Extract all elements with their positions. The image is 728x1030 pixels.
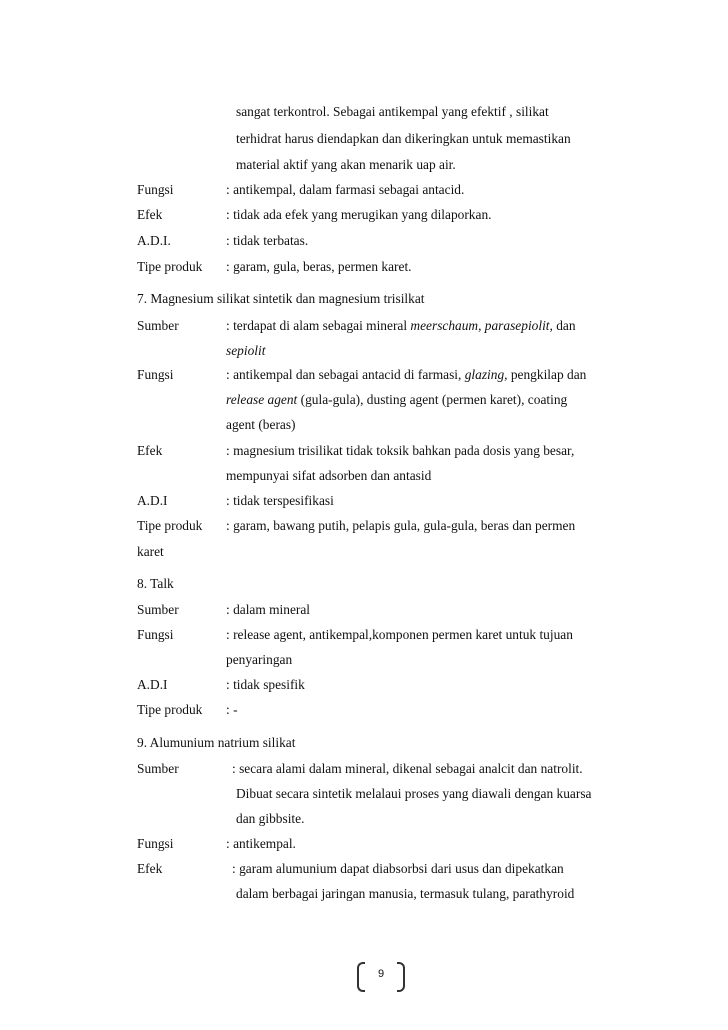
s8-sumber-value: : dalam mineral	[226, 602, 311, 617]
s7-efek-line-1: : magnesium trisilikat tidak toksik bahkan pada dosis yang besar,	[226, 443, 575, 458]
page-number: 9	[377, 968, 385, 980]
s7-tipe-line-1: : garam, bawang putih, pelapis gula, gula-gula, beras dan permen	[226, 518, 576, 533]
s8-tipe-value: : -	[226, 702, 238, 717]
s9-efek-line-1: : garam alumunium dapat diabsorbsi dari usus dan dipekatkan	[232, 861, 564, 876]
s8-tipe-label: Tipe produk	[137, 702, 203, 717]
s7-sumber-line-2: sepiolit	[226, 343, 266, 358]
s8-fungsi-label: Fungsi	[137, 627, 174, 642]
s7-heading: 7. Magnesium silikat sintetik dan magnesium trisilkat	[137, 291, 425, 306]
s7-adi-value: : tidak terspesifikasi	[226, 493, 334, 508]
s6-adi-label: A.D.I.	[137, 233, 171, 248]
s9-fungsi-label: Fungsi	[137, 836, 174, 851]
s9-efek-label: Efek	[137, 861, 163, 876]
s7-fungsi-line-3: agent (beras)	[226, 417, 296, 432]
continuation-line-3: material aktif yang akan menarik uap air.	[236, 157, 456, 172]
right-bracket-icon	[397, 962, 405, 992]
s7-sumber-label: Sumber	[137, 318, 179, 333]
s6-fungsi-value: : antikempal, dalam farmasi sebagai antacid.	[226, 182, 465, 197]
s6-efek-label: Efek	[137, 207, 163, 222]
s8-adi-label: A.D.I	[137, 677, 168, 692]
s7-adi-label: A.D.I	[137, 493, 168, 508]
s8-fungsi-line-2: penyaringan	[226, 652, 293, 667]
page-number-footer	[357, 962, 405, 990]
s9-sumber-line-1: : secara alami dalam mineral, dikenal sebagai analcit dan natrolit.	[232, 761, 583, 776]
s9-fungsi-value: : antikempal.	[226, 836, 296, 851]
s6-adi-value: : tidak terbatas.	[226, 233, 309, 248]
s8-heading: 8. Talk	[137, 576, 174, 591]
s7-efek-line-2: mempunyai sifat adsorben dan antasid	[226, 468, 432, 483]
s6-tipe-value: : garam, gula, beras, permen karet.	[226, 259, 412, 274]
s9-sumber-line-2: Dibuat secara sintetik melalaui proses yang diawali dengan kuarsa	[236, 786, 592, 801]
s9-efek-line-2: dalam berbagai jaringan manusia, termasuk tulang, parathyroid	[236, 886, 575, 901]
s8-adi-value: : tidak spesifik	[226, 677, 305, 692]
continuation-line-2: terhidrat harus diendapkan dan dikeringkan untuk memastikan	[236, 131, 571, 146]
s7-efek-label: Efek	[137, 443, 163, 458]
s8-fungsi-line-1: : release agent, antikempal,komponen permen karet untuk tujuan	[226, 627, 573, 642]
s7-tipe-label: Tipe produk	[137, 518, 203, 533]
continuation-line-1: sangat terkontrol. Sebagai antikempal yang efektif , silikat	[236, 104, 549, 119]
s9-sumber-line-3: dan gibbsite.	[236, 811, 305, 826]
s6-efek-value: : tidak ada efek yang merugikan yang dilaporkan.	[226, 207, 492, 222]
s9-sumber-label: Sumber	[137, 761, 179, 776]
s7-fungsi-line-2: release agent (gula-gula), dusting agent (permen karet), coating	[226, 392, 568, 407]
s6-fungsi-label: Fungsi	[137, 182, 174, 197]
s7-tipe-line-2: karet	[137, 544, 164, 559]
s7-sumber-italic: meerschaum, parasepiolit,	[410, 318, 553, 333]
s9-heading: 9. Alumunium natrium silikat	[137, 735, 296, 750]
s7-fungsi-label: Fungsi	[137, 367, 174, 382]
s7-fungsi-line-1: : antikempal dan sebagai antacid di farmasi, glazing, pengkilap dan	[226, 367, 587, 382]
s8-sumber-label: Sumber	[137, 602, 179, 617]
s7-sumber-line-1: : terdapat di alam sebagai mineral meerschaum, parasepiolit, dan	[226, 318, 576, 333]
s6-tipe-label: Tipe produk	[137, 259, 203, 274]
